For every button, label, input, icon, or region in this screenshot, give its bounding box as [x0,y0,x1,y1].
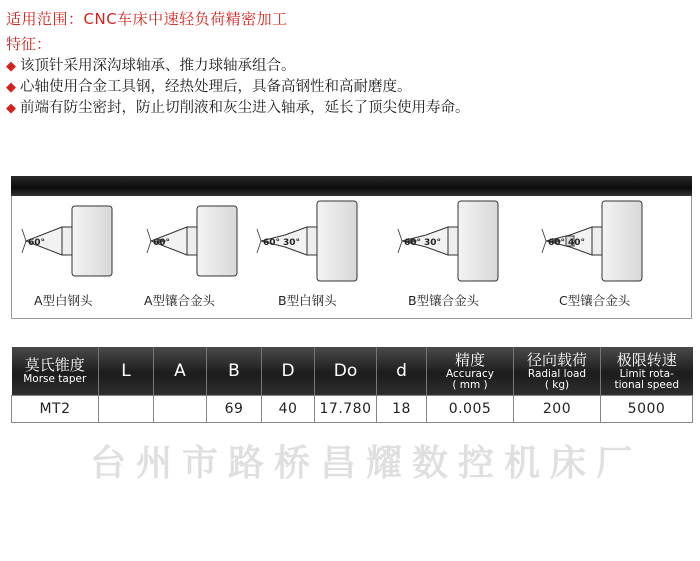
diamond-bullet-icon: ◆ [6,80,16,95]
tool-shaft [187,227,197,255]
angle-line [22,229,26,241]
tool-body [458,201,498,281]
tool-shaft [307,227,317,255]
list-item [6,56,470,77]
angle-label-main: 60° [153,238,171,248]
col-header-d: D [262,347,315,396]
diamond-bullet-icon: ◆ [6,101,16,116]
tool-body [602,201,642,281]
angle-line [542,229,546,241]
list-item [6,98,470,119]
feature-list [6,56,470,119]
tool-shaft [448,227,458,255]
table-cell: 18 [377,396,427,423]
col-header-a: A [154,347,207,396]
table-cell: 69 [207,396,262,423]
tool-label: A型白钢头 [34,293,93,308]
angle-label-main: 60° [263,238,281,248]
table-row [12,396,693,423]
col-header-small-d: d [377,347,427,396]
angle-label-main: 60° [548,238,566,248]
col-header-b: B [207,347,262,396]
table-cell [99,396,154,423]
angle-line [398,241,402,253]
angle-line [257,229,261,241]
angle-line [22,241,26,253]
feature-text: 心轴使用合金工具钢，经热处理后，具备高钢性和高耐磨度。 [20,79,412,95]
angle-label-tip: 30° [424,238,442,248]
table-cell: 200 [514,396,601,423]
angle-label-main: 60° [28,238,46,248]
angle-label-tip: 40° [568,238,586,248]
angle-label-tip: 30° [283,238,301,248]
features-heading: 特征： [6,35,52,53]
tool-label: C型镶合金头 [559,293,631,308]
page-title: 适用范围：CNC车床中速轻负荷精密加工 [6,10,288,28]
spec-table [11,347,693,423]
list-item [6,77,470,98]
table-cell: 17.780 [315,396,377,423]
feature-text: 该顶针采用深沟球轴承、推力球轴承组合。 [20,58,296,74]
angle-line [542,241,546,253]
tool-shaft [62,227,72,255]
angle-line [147,229,151,241]
col-header-do: Do [315,347,377,396]
tool-body [197,206,237,276]
col-header-accuracy: 精度 Accuracy ( mm ) [427,347,514,396]
angle-line [257,241,261,253]
feature-text: 前端有防尘密封，防止切削液和灰尘进入轴承，延长了顶尖使用寿命。 [20,100,470,116]
watermark-text: 台州市路桥昌耀数控机床厂 [90,443,643,484]
angle-line [398,229,402,241]
table-cell: MT2 [12,396,99,423]
tool-label: A型镶合金头 [144,293,216,308]
table-cell [154,396,207,423]
table-cell: 5000 [601,396,693,423]
tool-shaft [592,227,602,255]
tool-label: B型镶合金头 [408,293,480,308]
angle-label-main: 60° [404,238,422,248]
table-cell: 0.005 [427,396,514,423]
tool-body [72,206,112,276]
col-header-limit-speed: 极限转速 Limit rota- tional speed [601,347,693,396]
col-header-l: L [99,347,154,396]
diamond-bullet-icon: ◆ [6,59,16,74]
diagram-header-band [11,176,692,196]
tool-body [317,201,357,281]
table-cell: 40 [262,396,315,423]
tool-label: B型白钢头 [278,293,337,308]
col-header-radial-load: 径向载荷 Radial load ( kg) [514,347,601,396]
angle-line [147,241,151,253]
col-header-morse: 莫氏锥度 Morse taper [12,347,99,396]
